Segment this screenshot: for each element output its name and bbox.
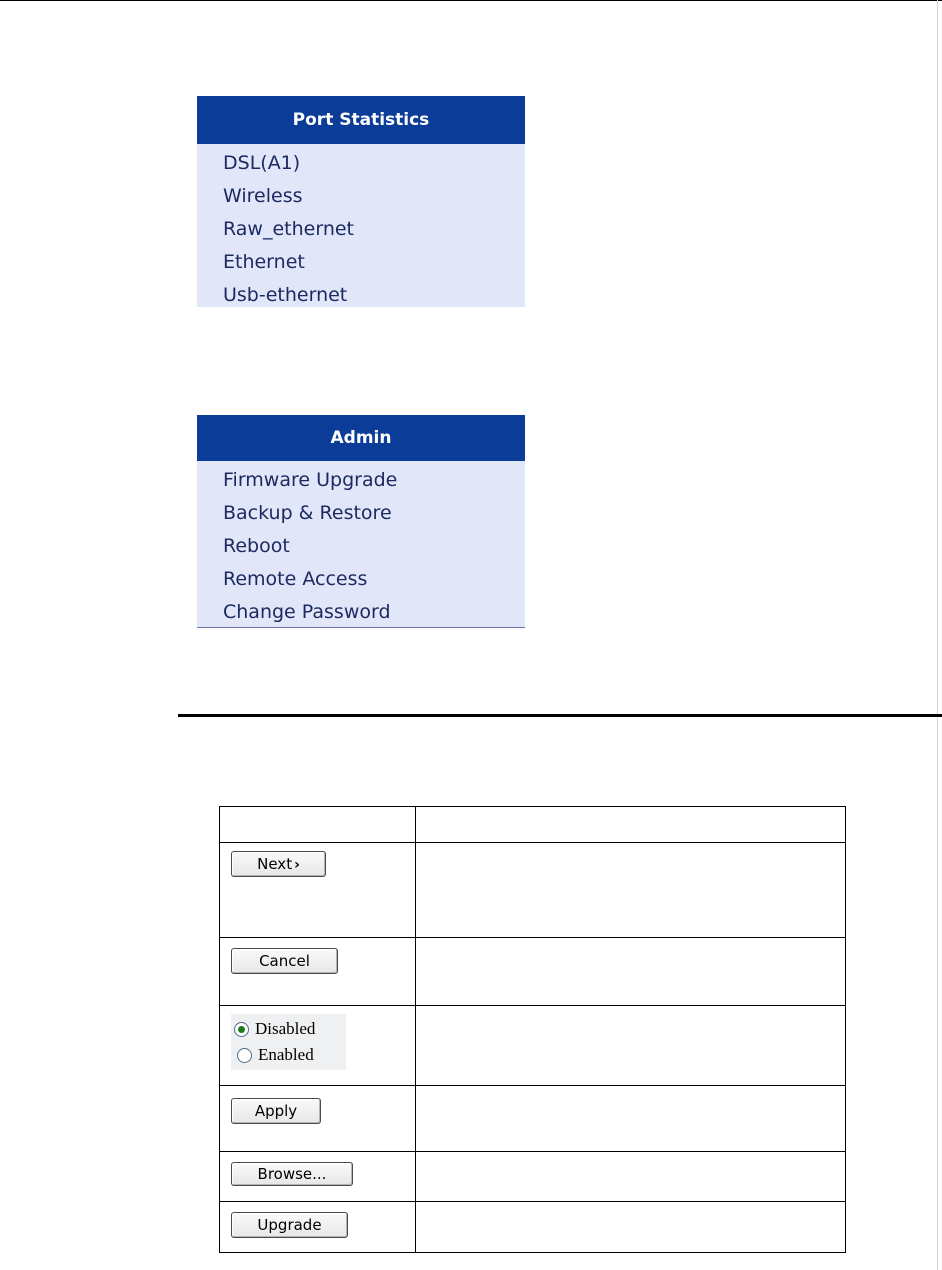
chevron-right-icon: › bbox=[294, 857, 300, 873]
admin-list bbox=[197, 461, 525, 632]
radio-option-disabled[interactable] bbox=[231, 1016, 346, 1042]
radio-enabled-label: Enabled bbox=[258, 1045, 314, 1064]
admin-menu bbox=[197, 415, 525, 628]
menu-item-change-password[interactable]: Change Password bbox=[223, 601, 391, 623]
status-radio-group bbox=[231, 1014, 346, 1070]
menu-item-usb-ethernet[interactable]: Usb-ethernet bbox=[223, 284, 348, 306]
button-legend-table bbox=[219, 806, 846, 1253]
menu-item-reboot[interactable]: Reboot bbox=[223, 535, 290, 557]
table-cell bbox=[220, 843, 416, 938]
table-cell bbox=[220, 1006, 416, 1086]
table-row bbox=[220, 938, 846, 1006]
menu-item-dsl[interactable]: DSL(A1) bbox=[223, 152, 301, 174]
table-row bbox=[220, 1152, 846, 1202]
menu-item-remote-access[interactable]: Remote Access bbox=[223, 568, 368, 590]
browse-button[interactable]: Browse... bbox=[231, 1162, 353, 1186]
menu-item-backup-restore[interactable]: Backup & Restore bbox=[223, 502, 392, 524]
cancel-button[interactable]: Cancel bbox=[231, 948, 338, 974]
table-cell bbox=[416, 1202, 846, 1253]
port-statistics-header: Port Statistics bbox=[197, 96, 525, 144]
table-cell bbox=[220, 938, 416, 1006]
radio-disabled-label: Disabled bbox=[255, 1019, 316, 1038]
port-statistics-menu bbox=[197, 96, 525, 307]
upgrade-button[interactable]: Upgrade bbox=[231, 1212, 348, 1238]
table-row bbox=[220, 1006, 846, 1086]
table-cell bbox=[220, 1086, 416, 1152]
table-cell bbox=[416, 1086, 846, 1152]
table-cell bbox=[416, 1152, 846, 1202]
right-edge-line bbox=[937, 0, 938, 1270]
port-statistics-list bbox=[197, 144, 525, 315]
table-header-cell-2 bbox=[416, 807, 846, 843]
table-cell bbox=[416, 938, 846, 1006]
table-row bbox=[220, 843, 846, 938]
menu-item-firmware-upgrade[interactable]: Firmware Upgrade bbox=[223, 469, 398, 491]
top-rule bbox=[0, 0, 942, 1]
apply-button[interactable]: Apply bbox=[231, 1098, 321, 1124]
next-button[interactable] bbox=[231, 851, 326, 877]
table-cell bbox=[220, 1202, 416, 1253]
table-row bbox=[220, 1086, 846, 1152]
table-cell bbox=[416, 1006, 846, 1086]
menu-item-ethernet[interactable]: Ethernet bbox=[223, 251, 305, 273]
menu-item-wireless[interactable]: Wireless bbox=[223, 185, 303, 207]
table-cell bbox=[220, 1152, 416, 1202]
radio-option-enabled[interactable] bbox=[231, 1042, 346, 1068]
radio-enabled-unchecked[interactable] bbox=[237, 1048, 252, 1063]
table-row bbox=[220, 1202, 846, 1253]
radio-disabled-checked[interactable] bbox=[234, 1022, 249, 1037]
section-divider bbox=[178, 714, 942, 717]
menu-item-raw-ethernet[interactable]: Raw_ethernet bbox=[223, 218, 354, 240]
table-header-cell-1 bbox=[220, 807, 416, 843]
table-cell bbox=[416, 843, 846, 938]
admin-header: Admin bbox=[197, 415, 525, 461]
next-button-label: Next bbox=[257, 855, 293, 873]
table-header-row bbox=[220, 807, 846, 843]
